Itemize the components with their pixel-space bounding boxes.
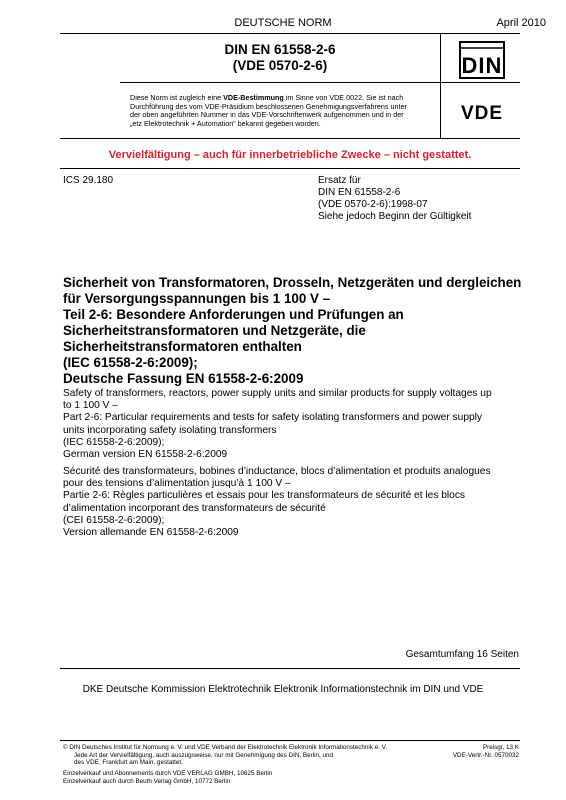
header-bottom-rule bbox=[60, 138, 520, 139]
copyright-notice bbox=[63, 744, 387, 767]
vde-notice-line-3: der oben angeführten Nummer in das VDE-Vorschriftenwerk aufgenommen und in der bbox=[130, 110, 404, 120]
title-de-line-3: Teil 2-6: Besondere Anforderungen und Prüfungen an bbox=[63, 307, 404, 322]
title-fr-line-5: (CEI 61558-2-6:2009); bbox=[63, 514, 165, 526]
vde-notice-pre: Diese Norm ist zugleich eine bbox=[130, 93, 224, 102]
vde-notice-line-1: im Sinne von VDE 0022. Sie ist nach bbox=[283, 93, 404, 102]
din-logo bbox=[458, 40, 506, 80]
norm-type-label: DEUTSCHE NORM bbox=[234, 17, 332, 29]
title-fr-line-1: Sécurité des transformateurs, bobines d’inductance, blocs d’alimentation et produits analogues bbox=[63, 466, 491, 477]
din-logo-graphic bbox=[458, 40, 506, 80]
vde-notice-bold: VDE-Bestimmung bbox=[223, 93, 284, 102]
title-de-line-2: für Versorgungsspannungen bis 1 100 V – bbox=[63, 291, 331, 306]
vde-order-number: VDE-Vertr.-Nr. 0570032 bbox=[452, 751, 519, 759]
vde-logo-text: VDE bbox=[460, 103, 504, 121]
title-en-line-3: Part 2-6: Particular requirements and tests for safety isolating transformers and power supply bbox=[63, 412, 483, 424]
footer-rule bbox=[60, 740, 520, 741]
sales-line-2: Einzelverkauf auch durch Beuth Verlag GmbH, 10772 Berlin bbox=[63, 777, 231, 785]
ics-code: ICS 29.180 bbox=[63, 175, 114, 186]
title-de-line-4: Sicherheitstransformatoren und Netzgeräte, die bbox=[63, 323, 366, 338]
title-en-line-2: to 1 100 V – bbox=[63, 400, 118, 412]
title-fr-line-2: pour des tensions d’alimentation jusqu’à 1 100 V – bbox=[63, 478, 291, 490]
committee-name: DKE Deutsche Kommission Elektrotechnik Elektronik Informationstechnik im DIN und VDE bbox=[82, 684, 484, 695]
title-en-line-5: (IEC 61558-2-6:2009); bbox=[63, 436, 165, 448]
sales-info bbox=[63, 770, 272, 785]
title-english bbox=[63, 388, 492, 461]
issue-date: April 2010 bbox=[496, 17, 546, 29]
title-german bbox=[63, 275, 521, 387]
vde-notice bbox=[130, 94, 432, 128]
vde-notice-line-2: Durchführung des vom VDE-Präsidium beschlossenen Genehmigungsverfahrens unter bbox=[130, 101, 407, 111]
header-top-rule bbox=[60, 33, 520, 34]
title-de-line-1: Sicherheit von Transformatoren, Drosseln, Netzgeräten und dergleichen bbox=[63, 275, 522, 290]
price-group: Preisgr. 13 K bbox=[482, 744, 519, 751]
replacement-line-4: Siehe jedoch Beginn der Gültigkeit bbox=[318, 211, 472, 222]
page-count-rule bbox=[60, 668, 520, 669]
sales-line-1: Einzelverkauf und Abonnements durch VDE VERLAG GMBH, 10625 Berlin bbox=[63, 770, 273, 777]
title-fr-line-4: d’alimentation incorporant des transformateurs de sécurité bbox=[63, 502, 326, 514]
replacement-line-2: DIN EN 61558-2-6 bbox=[318, 187, 401, 198]
copyright-line-2: Jede Art der Vervielfältigung, auch auszugsweise, nur mit Genehmigung des DIN, Berlin, und bbox=[74, 751, 334, 759]
vde-logo bbox=[449, 103, 515, 121]
logo-divider bbox=[440, 33, 441, 138]
designation-bottom-rule bbox=[120, 82, 520, 83]
designation-din: DIN EN 61558-2-6 bbox=[224, 42, 336, 57]
copyright-line-1: © DIN Deutsches Institut für Normung e. V. und VDE Verband der Elektrotechnik Elektronik Informationstechnik e. V. bbox=[63, 744, 388, 751]
warning-rule bbox=[60, 168, 520, 169]
designation-vde: (VDE 0570-2-6) bbox=[232, 58, 328, 73]
copyright-line-3: des VDE, Frankfurt am Main, gestattet. bbox=[74, 759, 183, 767]
replacement-info bbox=[318, 175, 471, 223]
title-de-line-6: (IEC 61558-2-6:2009); bbox=[63, 355, 198, 370]
title-en-line-1: Safety of transformers, reactors, power supply units and similar products for supply voltages up bbox=[63, 388, 492, 399]
title-en-line-6: German version EN 61558-2-6:2009 bbox=[63, 449, 228, 461]
page-count: Gesamtumfang 16 Seiten bbox=[405, 649, 519, 660]
title-fr-line-3: Partie 2-6: Règles particulières et essais pour les transformateurs de sécurité et les blocs bbox=[63, 490, 466, 502]
reproduction-warning: Vervielfältigung – auch für innerbetriebliche Zwecke – nicht gestattet. bbox=[108, 149, 472, 161]
title-french bbox=[63, 466, 491, 539]
title-de-line-5: Sicherheitstransformatoren enthalten bbox=[63, 339, 302, 354]
replacement-line-3: (VDE 0570-2-6):1998-07 bbox=[318, 199, 428, 210]
replacement-line-1: Ersatz für bbox=[318, 175, 361, 186]
din-logo-text: DIN bbox=[461, 53, 503, 78]
price-info bbox=[453, 744, 519, 759]
title-fr-line-6: Version allemande EN 61558-2-6:2009 bbox=[63, 527, 239, 539]
title-de-line-7: Deutsche Fassung EN 61558-2-6:2009 bbox=[63, 371, 304, 386]
vde-logo-graphic bbox=[449, 103, 515, 121]
title-en-line-4: units incorporating safety isolating transformers bbox=[63, 424, 277, 436]
vde-notice-line-4: „etz Elektrotechnik + Automation“ bekannt gegeben worden. bbox=[130, 118, 321, 128]
designation bbox=[120, 42, 440, 74]
